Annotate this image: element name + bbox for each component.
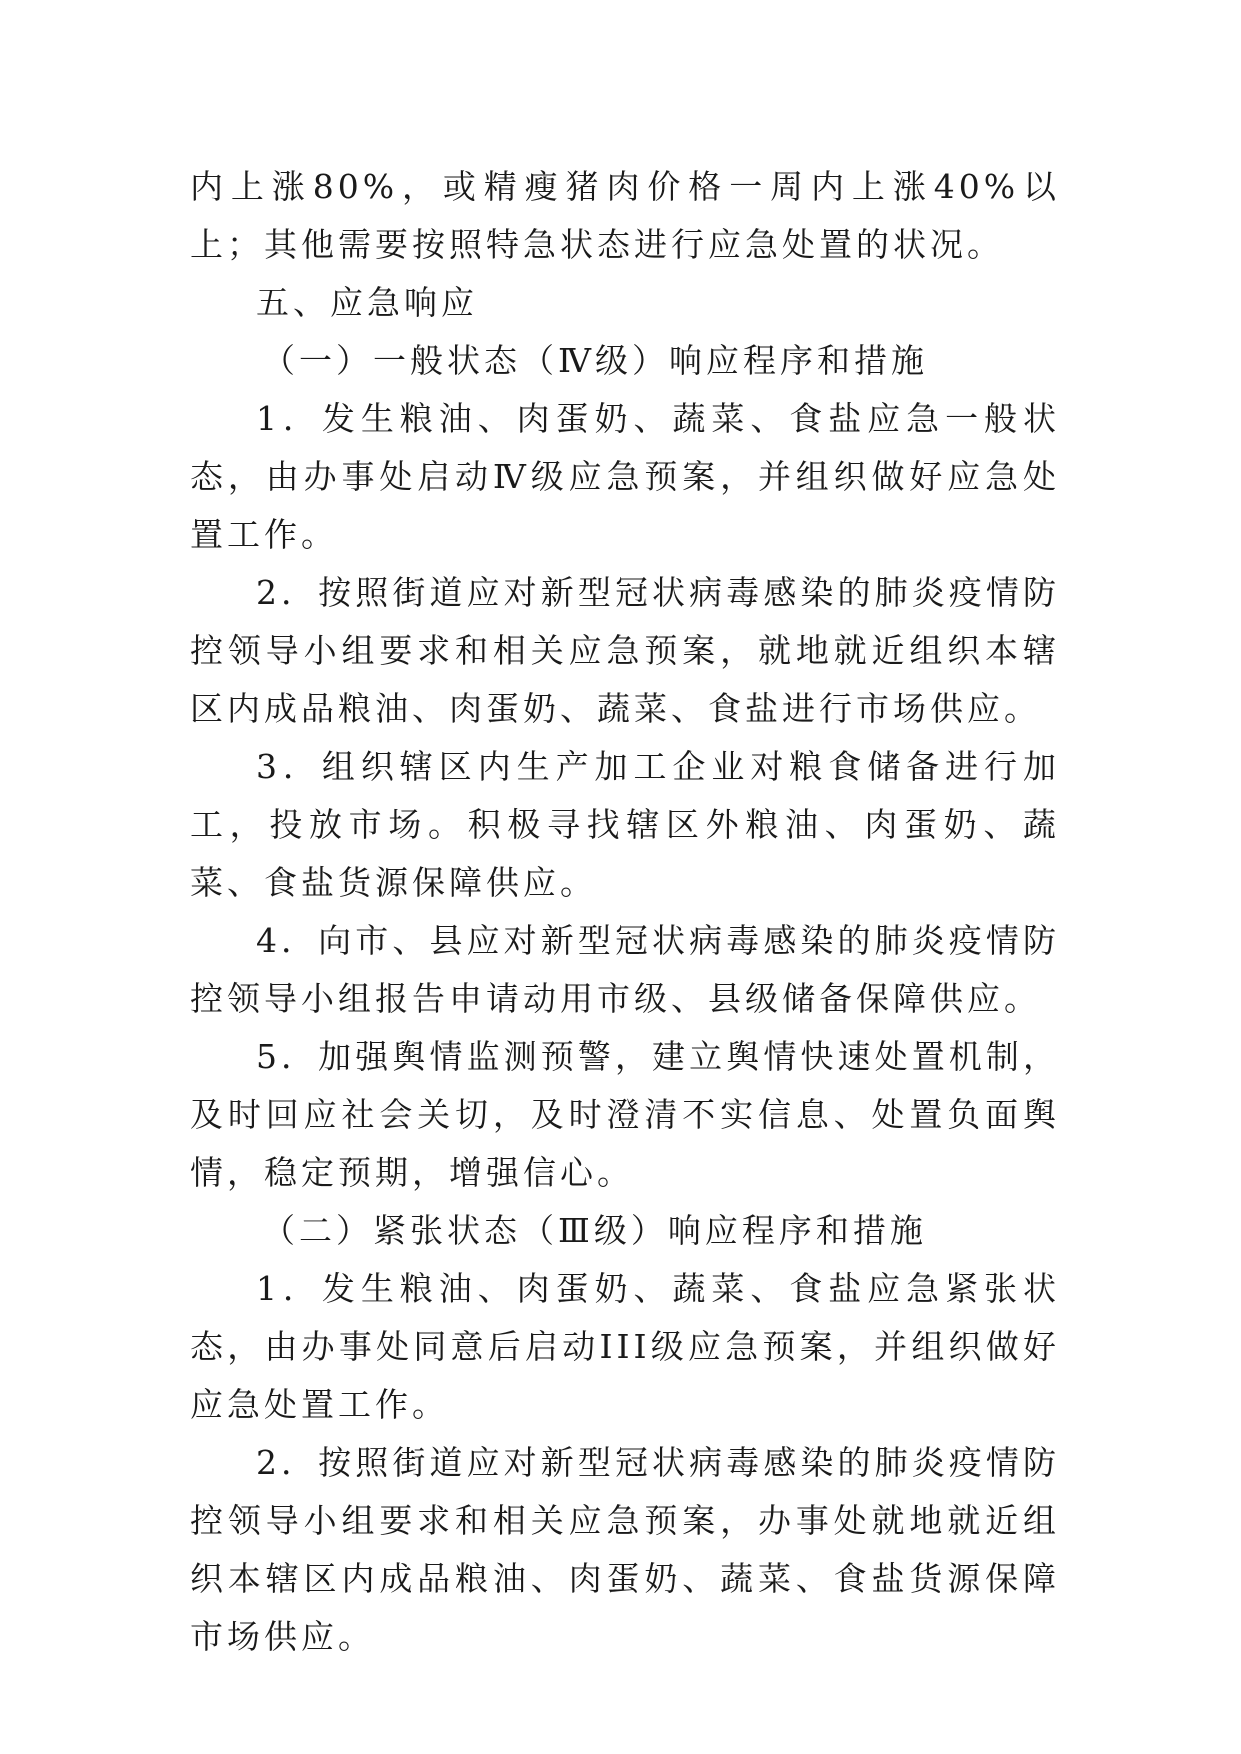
list-item: 2．按照街道应对新型冠状病毒感染的肺炎疫情防控领导小组要求和相关应急预案，办事处就地就近组织本辖区内成品粮油、肉蛋奶、蔬菜、食盐货源保障市场供应。 xyxy=(190,1443,1060,1656)
document-body xyxy=(190,158,1060,1666)
subsection-heading-general-state: （一）一般状态（Ⅳ级）响应程序和措施 xyxy=(262,341,928,380)
list-item: 3．组织辖区内生产加工企业对粮食储备进行加工，投放市场。积极寻找辖区外粮油、肉蛋奶、蔬菜、食盐货源保障供应。 xyxy=(190,747,1060,902)
list-item: 1．发生粮油、肉蛋奶、蔬菜、食盐应急一般状态，由办事处启动Ⅳ级应急预案，并组织做好应急处置工作。 xyxy=(190,399,1060,554)
paragraph-continuation: 内上涨80%，或精瘦猪肉价格一周内上涨40%以上；其他需要按照特急状态进行应急处置的状况。 xyxy=(190,167,1060,264)
section-heading-emergency-response: 五、应急响应 xyxy=(256,283,478,322)
subsection-heading-tense-state: （二）紧张状态（Ⅲ级）响应程序和措施 xyxy=(262,1211,927,1250)
list-item: 5．加强舆情监测预警，建立舆情快速处置机制，及时回应社会关切，及时澄清不实信息、处置负面舆情，稳定预期，增强信心。 xyxy=(190,1037,1060,1192)
list-item: 2．按照街道应对新型冠状病毒感染的肺炎疫情防控领导小组要求和相关应急预案，就地就近组织本辖区内成品粮油、肉蛋奶、蔬菜、食盐进行市场供应。 xyxy=(190,573,1060,728)
list-item: 1．发生粮油、肉蛋奶、蔬菜、食盐应急紧张状态，由办事处同意后启动III级应急预案，并组织做好应急处置工作。 xyxy=(190,1269,1060,1424)
list-item: 4．向市、县应对新型冠状病毒感染的肺炎疫情防控领导小组报告申请动用市级、县级储备保障供应。 xyxy=(190,921,1060,1018)
